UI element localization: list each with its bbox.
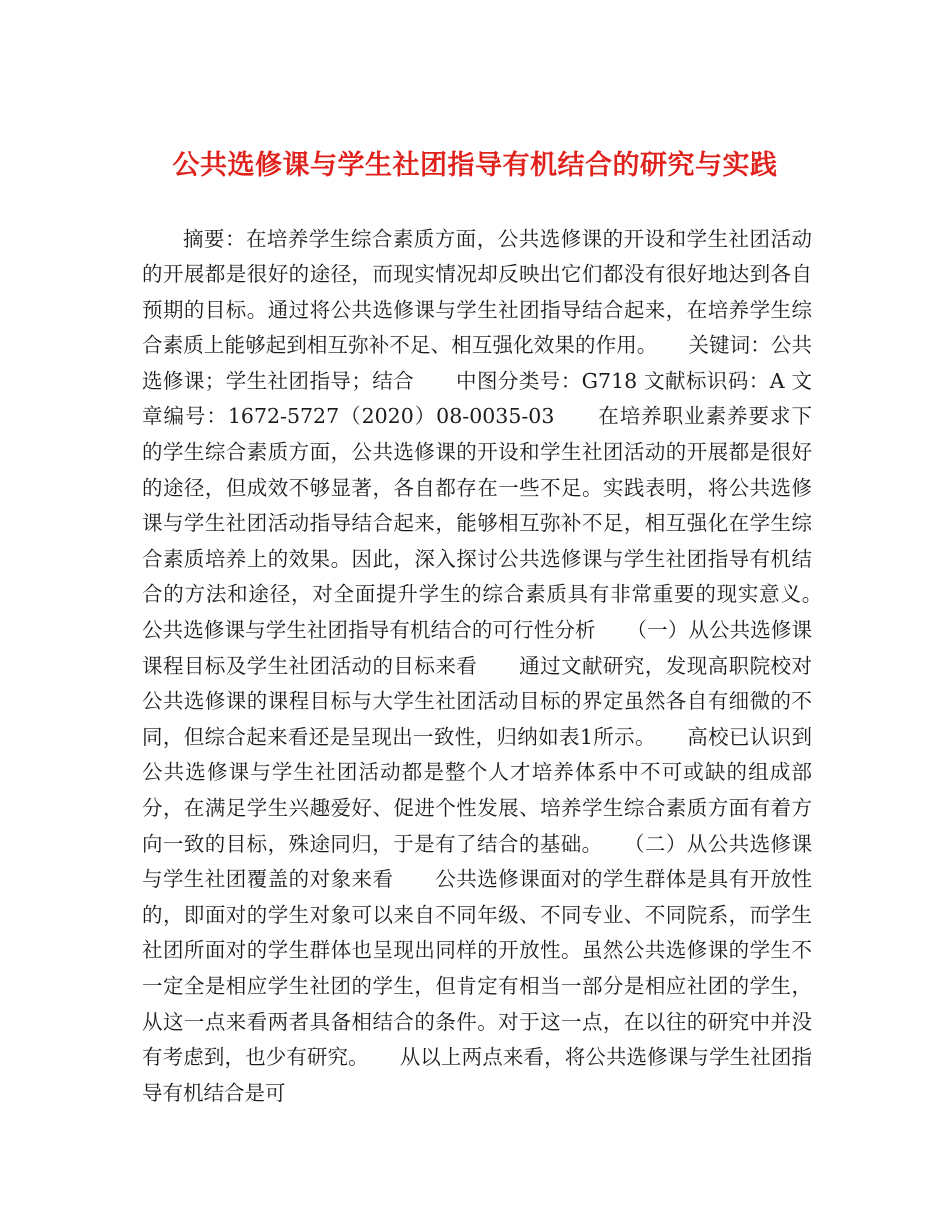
document-body: 摘要：在培养学生综合素质方面，公共选修课的开设和学生社团活动的开展都是很好的途径，而现实情况却反映出它们都没有很好地达到各自预期的目标。通过将公共选修课与学生社团指导结合起来，在培养学生综合素质上能够起到相互弥补不足、相互强化效果的作用。 关键词：公共选修课；学生社团指导；结合 中图分类号：G718 文献标识码：A 文章编号：1672-5727（2020）08-0035-03 在培养职业素养要求下的学生综合素质方面，公共选修课的开设和学生社团活动的开展都是很好的途径，但成效不够显著，各自都存在一些不足。实践表明，将公共选修课与学生社团活动指导结合起来，能够相互弥补不足，相互强化在学生综合素质培养上的效果。因此，深入探讨公共选修课与学生社团指导有机结合的方法和途径，对全面提升学生的综合素质具有非常重要的现实意义。 公共选修课与学生社团指导有机结合的可行性分析 （一）从公共选修课课程目标及学生社团活动的目标来看 通过文献研究，发现高职院校对公共选修课的课程目标与大学生社团活动目标的界定虽然各自有细微的不同，但综合起来看还是呈现出一致性，归纳如表1所示。 高校已认识到公共选修课与学生社团活动都是整个人才培养体系中不可或缺的组成部分，在满足学生兴趣爱好、促进个性发展、培养学生综合素质方面有着方向一致的目标，殊途同归，于是有了结合的基础。 （二）从公共选修课与学生社团覆盖的对象来看 公共选修课面对的学生群体是具有开放性的，即面对的学生对象可以来自不同年级、不同专业、不同院系，而学生社团所面对的学生群体也呈现出同样的开放性。虽然公共选修课的学生不一定全是相应学生社团的学生，但肯定有相当一部分是相应社团的学生，从这一点来看两者具备相结合的条件。对于这一点，在以往的研究中并没有考虑到，也少有研究。 从以上两点来看，将公共选修课与学生社团指导有机结合是可 — [142, 226, 853, 1105]
document-title: 公共选修课与学生社团指导有机结合的研究与实践 — [172, 150, 778, 182]
